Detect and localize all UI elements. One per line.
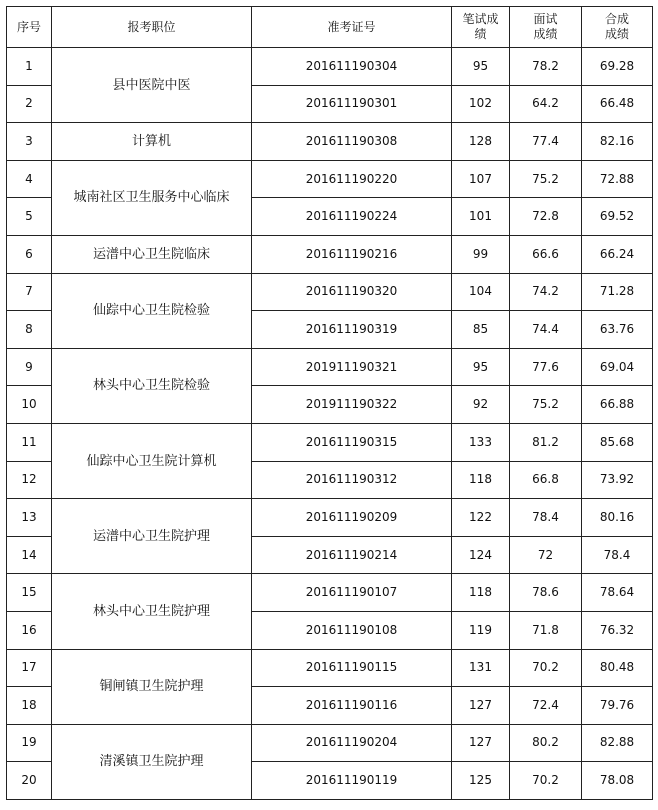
total-score-cell: 72.88 xyxy=(582,160,653,198)
table-row xyxy=(7,123,653,161)
total-score-cell: 76.32 xyxy=(582,611,653,649)
interview-score-cell: 66.6 xyxy=(510,235,582,273)
interview-score-cell: 80.2 xyxy=(510,724,582,762)
header-interview-line1: 面试 xyxy=(533,12,558,26)
ticket-cell: 201611190224 xyxy=(252,198,452,236)
written-score-cell: 95 xyxy=(452,48,510,86)
written-score-cell: 127 xyxy=(452,724,510,762)
header-written-line2: 绩 xyxy=(474,27,487,41)
total-score-cell: 71.28 xyxy=(582,273,653,311)
position-cell: 仙踪中心卫生院检验 xyxy=(52,273,252,348)
position-cell: 林头中心卫生院检验 xyxy=(52,348,252,423)
total-score-cell: 66.88 xyxy=(582,386,653,424)
position-cell: 运潽中心卫生院护理 xyxy=(52,499,252,574)
interview-score-cell: 72.8 xyxy=(510,198,582,236)
ticket-cell: 201911190322 xyxy=(252,386,452,424)
written-score-cell: 119 xyxy=(452,611,510,649)
written-score-cell: 127 xyxy=(452,687,510,725)
seq-cell: 20 xyxy=(7,762,52,800)
ticket-cell: 201611190115 xyxy=(252,649,452,687)
interview-score-cell: 64.2 xyxy=(510,85,582,123)
seq-cell: 13 xyxy=(7,499,52,537)
ticket-cell: 201611190315 xyxy=(252,423,452,461)
written-score-cell: 99 xyxy=(452,235,510,273)
seq-cell: 10 xyxy=(7,386,52,424)
ticket-cell: 201611190209 xyxy=(252,499,452,537)
ticket-cell: 201611190320 xyxy=(252,273,452,311)
written-score-cell: 95 xyxy=(452,348,510,386)
interview-score-cell: 78.4 xyxy=(510,499,582,537)
seq-cell: 1 xyxy=(7,48,52,86)
table-row xyxy=(7,499,653,537)
written-score-cell: 128 xyxy=(452,123,510,161)
ticket-cell: 201611190107 xyxy=(252,574,452,612)
seq-cell: 8 xyxy=(7,311,52,349)
ticket-cell: 201611190216 xyxy=(252,235,452,273)
seq-cell: 6 xyxy=(7,235,52,273)
table-header xyxy=(7,7,653,48)
total-score-cell: 85.68 xyxy=(582,423,653,461)
ticket-cell: 201911190321 xyxy=(252,348,452,386)
header-written-score xyxy=(452,7,510,48)
position-cell: 县中医院中医 xyxy=(52,48,252,123)
total-score-cell: 82.16 xyxy=(582,123,653,161)
seq-cell: 5 xyxy=(7,198,52,236)
table-body xyxy=(7,48,653,800)
ticket-cell: 201611190319 xyxy=(252,311,452,349)
table-row xyxy=(7,423,653,461)
interview-score-cell: 81.2 xyxy=(510,423,582,461)
position-cell: 铜闸镇卫生院护理 xyxy=(52,649,252,724)
written-score-cell: 92 xyxy=(452,386,510,424)
seq-cell: 2 xyxy=(7,85,52,123)
total-score-cell: 63.76 xyxy=(582,311,653,349)
header-interview-line2: 成绩 xyxy=(533,27,558,41)
table-row xyxy=(7,348,653,386)
interview-score-cell: 70.2 xyxy=(510,649,582,687)
header-total-score xyxy=(582,7,653,48)
written-score-cell: 101 xyxy=(452,198,510,236)
ticket-cell: 201611190312 xyxy=(252,461,452,499)
total-score-cell: 78.08 xyxy=(582,762,653,800)
total-score-cell: 78.4 xyxy=(582,536,653,574)
ticket-cell: 201611190204 xyxy=(252,724,452,762)
total-score-cell: 66.24 xyxy=(582,235,653,273)
seq-cell: 12 xyxy=(7,461,52,499)
written-score-cell: 85 xyxy=(452,311,510,349)
position-cell: 仙踪中心卫生院计算机 xyxy=(52,423,252,498)
position-cell: 运潽中心卫生院临床 xyxy=(52,235,252,273)
total-score-cell: 82.88 xyxy=(582,724,653,762)
position-cell: 清溪镇卫生院护理 xyxy=(52,724,252,799)
total-score-cell: 66.48 xyxy=(582,85,653,123)
ticket-cell: 201611190304 xyxy=(252,48,452,86)
written-score-cell: 133 xyxy=(452,423,510,461)
ticket-cell: 201611190108 xyxy=(252,611,452,649)
table-row xyxy=(7,235,653,273)
ticket-cell: 201611190116 xyxy=(252,687,452,725)
seq-cell: 4 xyxy=(7,160,52,198)
header-seq: 序号 xyxy=(7,7,52,48)
table-row xyxy=(7,273,653,311)
seq-cell: 19 xyxy=(7,724,52,762)
interview-score-cell: 72 xyxy=(510,536,582,574)
position-cell: 城南社区卫生服务中心临床 xyxy=(52,160,252,235)
written-score-cell: 118 xyxy=(452,461,510,499)
seq-cell: 17 xyxy=(7,649,52,687)
total-score-cell: 73.92 xyxy=(582,461,653,499)
interview-score-cell: 75.2 xyxy=(510,386,582,424)
interview-score-cell: 71.8 xyxy=(510,611,582,649)
written-score-cell: 124 xyxy=(452,536,510,574)
seq-cell: 16 xyxy=(7,611,52,649)
seq-cell: 9 xyxy=(7,348,52,386)
written-score-cell: 122 xyxy=(452,499,510,537)
header-total-line1: 合成 xyxy=(604,12,629,26)
written-score-cell: 104 xyxy=(452,273,510,311)
interview-score-cell: 74.2 xyxy=(510,273,582,311)
header-total-line2: 成绩 xyxy=(604,27,629,41)
interview-score-cell: 75.2 xyxy=(510,160,582,198)
table-row xyxy=(7,574,653,612)
interview-score-cell: 78.6 xyxy=(510,574,582,612)
ticket-cell: 201611190308 xyxy=(252,123,452,161)
seq-cell: 7 xyxy=(7,273,52,311)
total-score-cell: 80.16 xyxy=(582,499,653,537)
seq-cell: 18 xyxy=(7,687,52,725)
ticket-cell: 201611190119 xyxy=(252,762,452,800)
table-row xyxy=(7,724,653,762)
interview-score-cell: 77.6 xyxy=(510,348,582,386)
written-score-cell: 131 xyxy=(452,649,510,687)
header-row xyxy=(7,7,653,48)
interview-score-cell: 70.2 xyxy=(510,762,582,800)
interview-score-cell: 72.4 xyxy=(510,687,582,725)
table-row xyxy=(7,160,653,198)
total-score-cell: 78.64 xyxy=(582,574,653,612)
interview-score-cell: 77.4 xyxy=(510,123,582,161)
written-score-cell: 102 xyxy=(452,85,510,123)
total-score-cell: 69.04 xyxy=(582,348,653,386)
total-score-cell: 79.76 xyxy=(582,687,653,725)
written-score-cell: 118 xyxy=(452,574,510,612)
score-table xyxy=(6,6,653,800)
ticket-cell: 201611190214 xyxy=(252,536,452,574)
header-interview-score xyxy=(510,7,582,48)
table-row xyxy=(7,649,653,687)
ticket-cell: 201611190301 xyxy=(252,85,452,123)
total-score-cell: 80.48 xyxy=(582,649,653,687)
header-written-line1: 笔试成 xyxy=(462,12,499,26)
total-score-cell: 69.28 xyxy=(582,48,653,86)
ticket-cell: 201611190220 xyxy=(252,160,452,198)
seq-cell: 11 xyxy=(7,423,52,461)
seq-cell: 3 xyxy=(7,123,52,161)
written-score-cell: 125 xyxy=(452,762,510,800)
seq-cell: 15 xyxy=(7,574,52,612)
table-row xyxy=(7,48,653,86)
interview-score-cell: 66.8 xyxy=(510,461,582,499)
interview-score-cell: 78.2 xyxy=(510,48,582,86)
interview-score-cell: 74.4 xyxy=(510,311,582,349)
seq-cell: 14 xyxy=(7,536,52,574)
position-cell: 计算机 xyxy=(52,123,252,161)
header-ticket: 准考证号 xyxy=(252,7,452,48)
written-score-cell: 107 xyxy=(452,160,510,198)
header-position: 报考职位 xyxy=(52,7,252,48)
position-cell: 林头中心卫生院护理 xyxy=(52,574,252,649)
total-score-cell: 69.52 xyxy=(582,198,653,236)
